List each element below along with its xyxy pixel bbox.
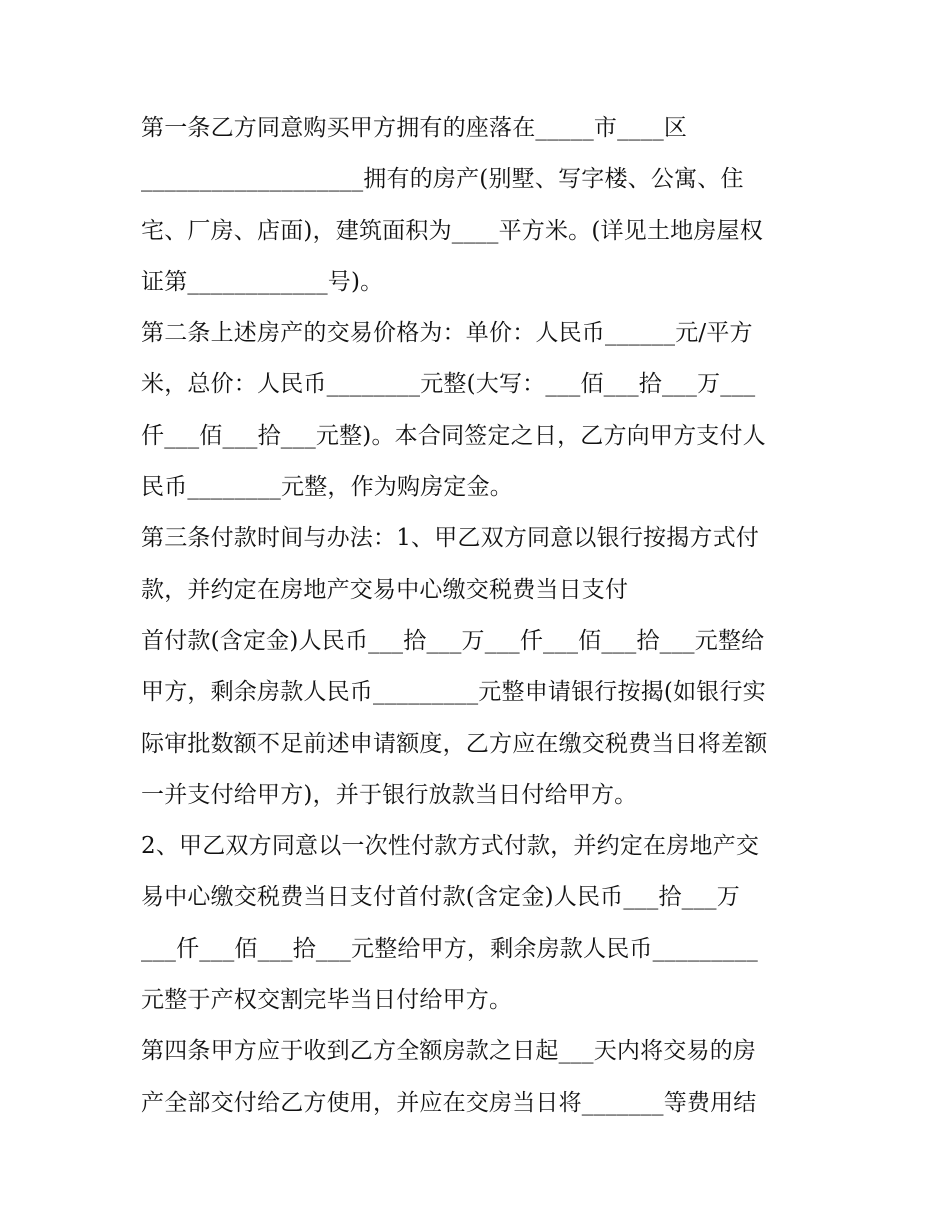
article-4-line-1: 第四条甲方应于收到乙方全额房款之日起___天内将交易的房 (141, 1038, 757, 1065)
article-3-line-3: 首付款(含定金)人民币___拾___万___仟___佰___拾___元整给 (141, 627, 765, 654)
article-1-line-2: ___________________拥有的房产(别墅、写字楼、公寓、住 (141, 166, 744, 193)
article-1-line-1: 第一条乙方同意购买甲方拥有的座落在_____市____区 (141, 115, 688, 141)
article-3-item-2-line-1: 2、甲乙双方同意以一次性付款方式付款，并约定在房地产交 (141, 833, 760, 860)
article-1-line-3: 宅、厂房、店面)，建筑面积为____平方米。(详见土地房屋权 (141, 217, 763, 244)
article-2-line-1: 第二条上述房产的交易价格为：单价：人民币______元/平方 (141, 320, 753, 347)
article-4-line-2: 产全部交付给乙方使用，并应在交房当日将_______等费用结 (141, 1089, 757, 1116)
article-3-line-5: 际审批数额不足前述申请额度，乙方应在缴交税费当日将差额 (141, 730, 768, 757)
article-2-line-4: 民币________元整，作为购房定金。 (141, 474, 513, 501)
article-1-line-4: 证第____________号)。 (141, 268, 384, 295)
article-2-line-2: 米，总价：人民币________元整(大写：___佰___拾___万___ (141, 371, 756, 398)
article-3-line-1: 第三条付款时间与办法：1、甲乙双方同意以银行按揭方式付 (141, 525, 760, 552)
article-3-line-4: 甲方，剩余房款人民币_________元整申请银行按揭(如银行实 (141, 679, 766, 706)
article-3-item-2-line-4: 元整于产权交割完毕当日付给甲方。 (141, 987, 513, 1014)
contract-text (141, 103, 831, 1129)
article-3-line-6: 一并支付给甲方)，并于银行放款当日付给甲方。 (141, 781, 638, 808)
article-3-item-2-line-2: 易中心缴交税费当日支付首付款(含定金)人民币___拾___万 (141, 884, 740, 911)
article-2-line-3: 仟___佰___拾___元整)。本合同签定之日，乙方向甲方支付人 (141, 422, 766, 449)
article-3-item-2-line-3: ___仟___佰___拾___元整给甲方，剩余房款人民币_________ (141, 935, 758, 962)
article-3-line-2: 款，并约定在房地产交易中心缴交税费当日支付 (141, 576, 629, 603)
